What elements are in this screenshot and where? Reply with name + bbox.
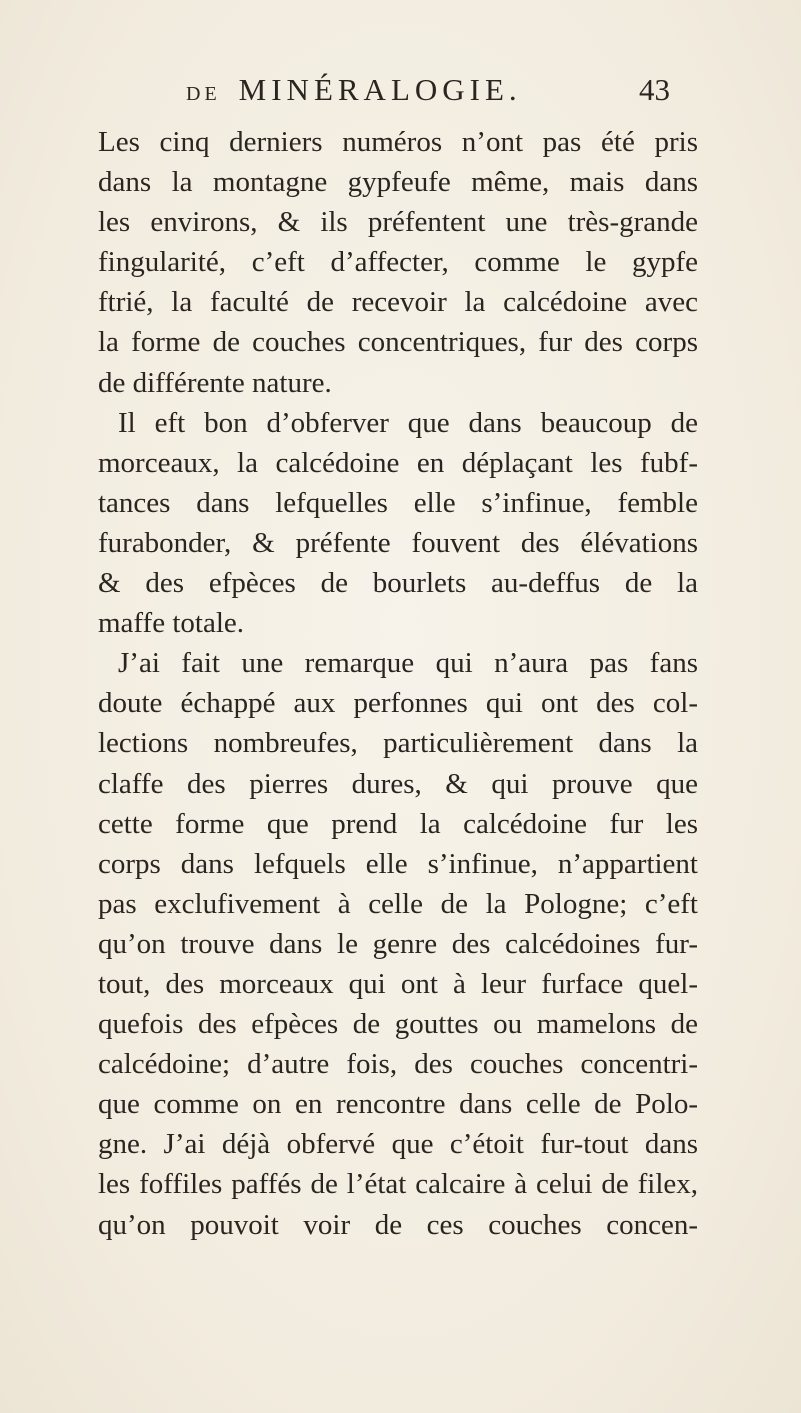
text-line: qu’on pouvoit voir de ces couches concen- [98, 1208, 698, 1241]
text-line: corps dans lefquels elle s’infinue, n’appartient [98, 847, 698, 880]
running-head-prefix: DE [186, 83, 221, 105]
text-line: lections nombreufes, particulièrement dans la [98, 727, 698, 760]
text-line: tout, des morceaux qui ont à leur furface quel- [98, 967, 698, 1000]
text-line: fingularité, c’eft d’affecter, comme le gypfe [98, 246, 698, 279]
body-text [98, 122, 698, 1245]
text-line: gne. J’ai déjà obfervé que c’étoit fur-tout dans [98, 1128, 698, 1161]
page-number: 43 [639, 72, 670, 107]
text-line: les foffiles paffés de l’état calcaire à celui de filex, [98, 1168, 698, 1201]
text-line: de différente nature. [98, 366, 332, 399]
running-head [186, 72, 686, 122]
text-line: doute échappé aux perfonnes qui ont des col- [98, 687, 698, 720]
running-head-title: MINÉRALOGIE. [238, 72, 522, 107]
text-line: les environs, & ils préfentent une très-grande [98, 206, 698, 239]
text-line: maffe totale. [98, 607, 245, 640]
text-line: morceaux, la calcédoine en déplaçant les fubf- [98, 446, 698, 479]
text-line: dans la montagne gypfeufe même, mais dans [98, 166, 698, 199]
text-line: Les cinq derniers numéros n’ont pas été pris [98, 126, 698, 158]
text-line: que comme on en rencontre dans celle de Polo- [98, 1088, 698, 1121]
text-line: Il eft bon d’obferver que dans beaucoup de [118, 406, 698, 439]
text-line: cette forme que prend la calcédoine fur les [98, 807, 698, 840]
text-line: & des efpèces de bourlets au-deffus de la [98, 567, 698, 600]
text-line: claffe des pierres dures, & qui prouve que [98, 767, 698, 800]
text-line: tances dans lefquelles elle s’infinue, femble [98, 486, 698, 519]
text-line: qu’on trouve dans le genre des calcédoines fur- [98, 927, 698, 960]
text-line: J’ai fait une remarque qui n’aura pas fans [118, 647, 698, 680]
text-line: ftrié, la faculté de recevoir la calcédoine avec [98, 286, 698, 319]
text-line: calcédoine; d’autre fois, des couches concentri- [98, 1048, 698, 1081]
text-line: pas exclufivement à celle de la Pologne; c’eft [98, 887, 698, 920]
text-line: furabonder, & préfente fouvent des élévations [98, 526, 698, 559]
text-line: quefois des efpèces de gouttes ou mamelons de [98, 1008, 698, 1041]
text-line: la forme de couches concentriques, fur des corps [98, 326, 698, 359]
